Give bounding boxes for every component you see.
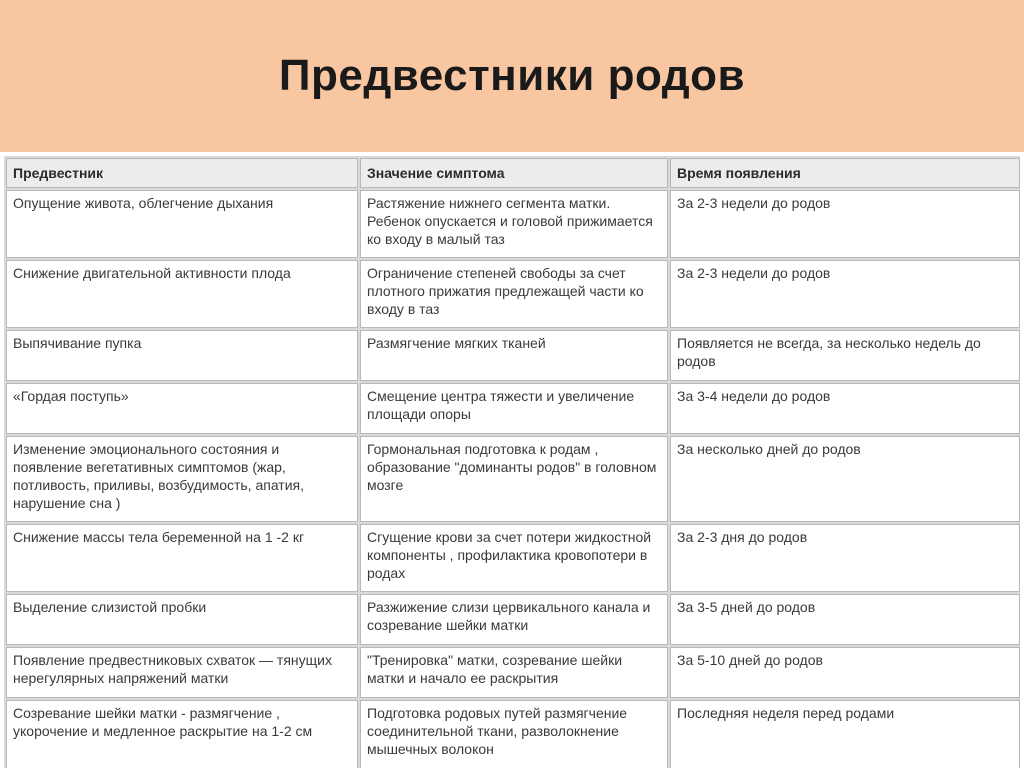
table-row: [6, 524, 1020, 592]
cell-meaning: Ограничение степеней свободы за счет плотного прижатия предлежащей части ко входу в таз: [360, 260, 668, 328]
cell-meaning: Разжижение слизи цервикального канала и созревание шейки матки: [360, 594, 668, 645]
cell-time: Появляется не всегда, за несколько недель до родов: [670, 330, 1020, 381]
table-container: [4, 156, 1020, 768]
cell-sign: Изменение эмоционального состояния и появление вегетативных симптомов (жар, потливость, приливы, возбудимость, апатия, нарушение сна ): [6, 436, 358, 522]
table-row: [6, 190, 1020, 258]
table-row: [6, 594, 1020, 645]
cell-time: За 2-3 недели до родов: [670, 260, 1020, 328]
slide-title: Предвестники родов: [278, 51, 746, 100]
cell-meaning: Смещение центра тяжести и увеличение площади опоры: [360, 383, 668, 434]
cell-meaning: Гормональная подготовка к родам , образование "доминанты родов" в головном мозге: [360, 436, 668, 522]
table-row: [6, 436, 1020, 522]
cell-sign: Снижение массы тела беременной на 1 -2 кг: [6, 524, 358, 592]
cell-time: За 3-5 дней до родов: [670, 594, 1020, 645]
cell-time: За 2-3 недели до родов: [670, 190, 1020, 258]
cell-meaning: Подготовка родовых путей размягчение соединительной ткани, разволокнение мышечных волокон: [360, 700, 668, 768]
cell-time: Последняя неделя перед родами: [670, 700, 1020, 768]
cell-time: За 2-3 дня до родов: [670, 524, 1020, 592]
header-row: [6, 158, 1020, 188]
cell-sign: Выпячивание пупка: [6, 330, 358, 381]
table-row: [6, 260, 1020, 328]
cell-time: За 5-10 дней до родов: [670, 647, 1020, 698]
table-row: [6, 700, 1020, 768]
header-sign: Предвестник: [6, 158, 358, 188]
title-band: [0, 0, 1024, 152]
cell-meaning: Растяжение нижнего сегмента матки. Ребенок опускается и головой прижимается ко входу в малый таз: [360, 190, 668, 258]
header-time: Время появления: [670, 158, 1020, 188]
cell-sign: Созревание шейки матки - размягчение , укорочение и медленное раскрытие на 1-2 см: [6, 700, 358, 768]
harbingers-table: [4, 156, 1020, 768]
cell-meaning: Размягчение мягких тканей: [360, 330, 668, 381]
cell-sign: «Гордая поступь»: [6, 383, 358, 434]
cell-time: За несколько дней до родов: [670, 436, 1020, 522]
cell-sign: Выделение слизистой пробки: [6, 594, 358, 645]
cell-sign: Появление предвестниковых схваток — тянущих нерегулярных напряжений матки: [6, 647, 358, 698]
cell-sign: Снижение двигательной активности плода: [6, 260, 358, 328]
table-row: [6, 330, 1020, 381]
table-row: [6, 383, 1020, 434]
header-meaning: Значение симптома: [360, 158, 668, 188]
cell-meaning: "Тренировка" матки, созревание шейки матки и начало ее раскрытия: [360, 647, 668, 698]
cell-sign: Опущение живота, облегчение дыхания: [6, 190, 358, 258]
table-row: [6, 647, 1020, 698]
cell-meaning: Сгущение крови за счет потери жидкостной компоненты , профилактика кровопотери в родах: [360, 524, 668, 592]
cell-time: За 3-4 недели до родов: [670, 383, 1020, 434]
